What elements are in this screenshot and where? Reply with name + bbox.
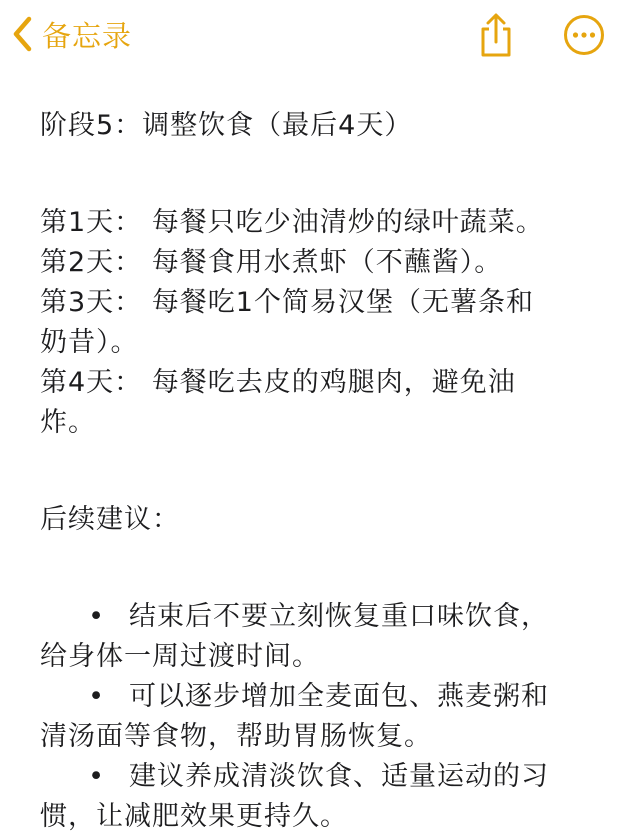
bullet-text-continued: 给身体一周过渡时间。 [40,641,320,672]
bullet-icon: • [88,601,105,632]
back-button[interactable] [12,14,132,54]
day-item [40,283,600,363]
day-item [40,363,600,443]
bullet-text-continued: 惯，让减肥效果更持久。 [40,801,348,832]
bullet-icon: • [88,681,105,712]
day-line: 第2天： 每餐食用水煮虾（不蘸酱）。 [40,247,503,278]
bullet-text: 结束后不要立刻恢复重口味饮食， [129,601,549,632]
day-line: 第3天： 每餐吃1个简易汉堡（无薯条和 [40,287,534,318]
chevron-left-icon [12,16,32,52]
bullet-text-continued: 清汤面等食物，帮助胃肠恢复。 [40,721,432,752]
back-label: 备忘录 [42,18,133,53]
day-item [40,243,600,283]
navigation-bar [0,0,636,72]
bullet-text: 可以逐步增加全麦面包、燕麦粥和 [129,681,549,712]
bullet-text: 建议养成清淡饮食、适量运动的习 [129,761,549,792]
share-button[interactable] [476,12,516,58]
day-line: 第1天： 每餐只吃少油清炒的绿叶蔬菜。 [40,207,544,238]
bullet-item [40,677,600,757]
note-heading: 阶段5：调整饮食（最后4天） [40,110,413,141]
day-item [40,203,600,243]
followup-title: 后续建议： [40,504,180,535]
share-icon [476,43,516,62]
bullet-item [40,597,600,677]
more-button[interactable] [563,14,605,56]
bullet-icon: • [88,761,105,792]
day-line: 第4天： 每餐吃去皮的鸡腿肉，避免油 [40,367,516,398]
bullet-item [40,757,600,837]
day-line-continued: 炸。 [40,407,96,438]
more-icon [563,41,605,60]
day-line-continued: 奶昔）。 [40,327,139,358]
note-body[interactable] [40,106,600,837]
